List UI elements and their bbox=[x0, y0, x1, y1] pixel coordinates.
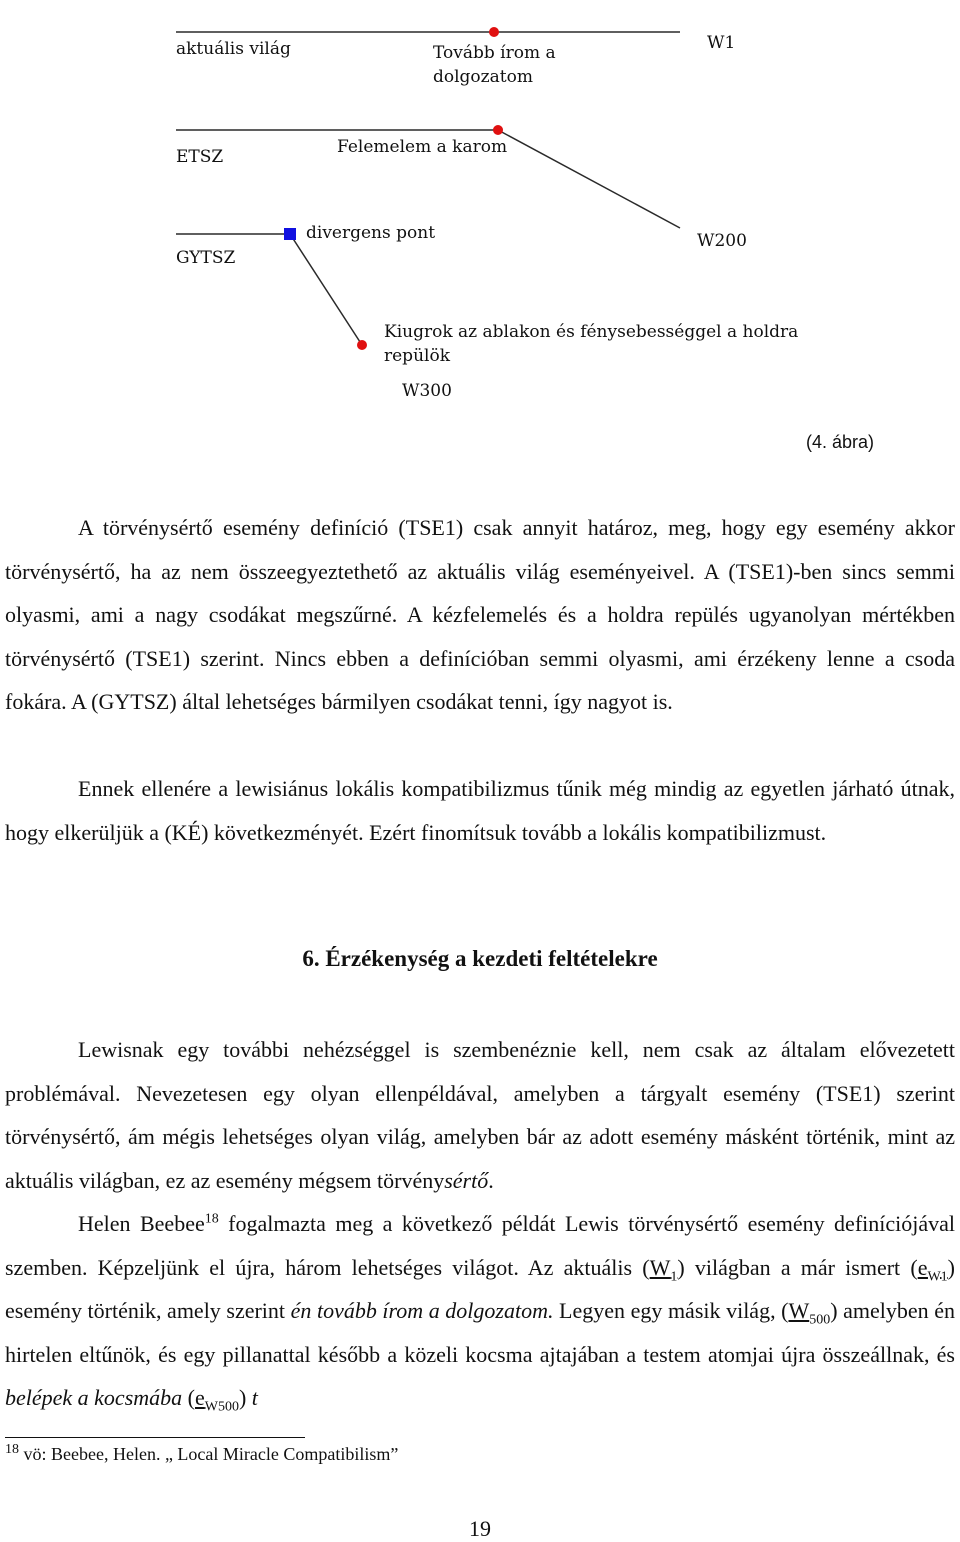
divergent-point-marker bbox=[284, 228, 296, 240]
p4-text-2: ) világban a már ismert ( bbox=[677, 1254, 918, 1280]
p1-sentence-5: A (GYTSZ) által lehetséges bármilyen csodákat tenni, így nagyot is. bbox=[70, 689, 673, 715]
label-etsz: ETSZ bbox=[176, 147, 224, 167]
p1-sentence-2: A (TSE1)-ben sincs semmi olyasmi, ami a nagy csodákat megszűrné. bbox=[5, 558, 955, 628]
section-heading: 6. Érzékenység a kezdeti feltételekre bbox=[302, 946, 658, 971]
world-w1 bbox=[649, 1254, 678, 1284]
label-divergent-point: divergens pont bbox=[306, 223, 436, 243]
p4-text-7: ) bbox=[238, 1385, 252, 1411]
p4-italic-1: én tovább írom a dolgozatom. bbox=[290, 1298, 554, 1324]
label-continue-writing-2: dolgozatom bbox=[433, 67, 533, 87]
paragraph-1 bbox=[5, 506, 955, 724]
p4-text-1: fogalmazta meg a következő példát Lewis törvénysértő esemény definíciójával szemben. Képzeljünk el újra, három lehetséges világot. Az aktuális ( bbox=[5, 1211, 955, 1280]
label-continue-writing-1: Tovább írom a bbox=[433, 43, 556, 63]
p4-author: Helen Beebee bbox=[78, 1211, 205, 1236]
label-jump-2: repülök bbox=[384, 346, 450, 366]
label-gytsz: GYTSZ bbox=[176, 248, 236, 268]
w500-subscript: 500 bbox=[809, 1312, 831, 1328]
p1-sentence-4: Nincs ebben a definícióban semmi olyasmi, ami érzékeny lenne a csoda fokára. bbox=[5, 645, 955, 715]
ew500-letter: e bbox=[194, 1385, 205, 1411]
jump-point bbox=[357, 340, 367, 350]
label-w200: W200 bbox=[697, 231, 747, 251]
paragraph-2: Ennek ellenére a lewisiánus lokális kompatibilizmus tűnik még mindig az egyetlen járható útnak, hogy elkerüljük a (KÉ) következményét. Ezért finomítsuk tovább a lokális kompatibilizmust. bbox=[5, 776, 955, 845]
w500-letter: W bbox=[788, 1298, 810, 1324]
event-ew500 bbox=[194, 1385, 239, 1415]
paragraph-4 bbox=[5, 1202, 955, 1420]
page-number: 19 bbox=[469, 1516, 491, 1541]
footnote-separator bbox=[5, 1437, 305, 1438]
raise-arm-point bbox=[493, 125, 503, 135]
p4-italic-3: t bbox=[251, 1385, 258, 1411]
ew1-subscript: W1 bbox=[927, 1268, 948, 1284]
world-w500 bbox=[788, 1298, 831, 1328]
p1-sentence-1: A törvénysértő esemény definíció (TSE1) csak annyit határoz, meg, hogy egy esemény akkor törvénysértő, ha az nem összeegyeztethető az aktuális világ eseményeivel. bbox=[5, 515, 955, 584]
p4-text-4: Legyen egy másik világ, ( bbox=[553, 1298, 789, 1324]
p4-text-6: ( bbox=[182, 1385, 195, 1411]
w200-branch bbox=[498, 130, 680, 228]
label-actual-world: aktuális világ bbox=[176, 39, 291, 59]
ew500-subscript: W500 bbox=[204, 1399, 239, 1415]
label-raise-arm: Felemelem a karom bbox=[337, 137, 508, 157]
p1-sentence-3: A kézfelemelés és a holdra repülés ugyanolyan mértékben törvénysértő (TSE1) szerint. bbox=[5, 602, 955, 671]
footnote-number: 18 bbox=[5, 1442, 19, 1457]
label-w300: W300 bbox=[402, 381, 452, 401]
w1-letter: W bbox=[649, 1254, 671, 1280]
footnote-18 bbox=[5, 1444, 398, 1465]
p3-italic: sértő bbox=[444, 1167, 489, 1193]
footnote-ref-18[interactable]: 18 bbox=[204, 1211, 219, 1227]
label-w1: W1 bbox=[707, 33, 736, 53]
p3-text: Lewisnak egy további nehézséggel is szembenéznie kell, nem csak az általam elővezetett problémával. Nevezetesen egy olyan ellenpéldával, amelyben a tárgyalt esemény (TSE1) szerint törvénysértő, ám mégis lehetséges olyan világ, amelyben bár az adott esemény másként történik, mint az aktuális világban, ez az esemény mégsem törvény bbox=[5, 1037, 955, 1193]
p3-end: . bbox=[488, 1167, 494, 1193]
w1-subscript: 1 bbox=[670, 1268, 678, 1284]
w300-branch bbox=[290, 234, 362, 345]
p4-text-5: ) amelyben én hirtelen eltűnök, és egy pillanattal később a közeli kocsma ajtajában a testem atomjai újra összeállnak, és bbox=[5, 1298, 955, 1367]
continue-writing-point bbox=[489, 27, 499, 37]
p4-text-3: ) esemény történik, amely szerint bbox=[5, 1254, 955, 1324]
p4-italic-2: belépek a kocsmába bbox=[5, 1385, 183, 1411]
figure-caption: (4. ábra) bbox=[805, 432, 874, 452]
branching-worlds-diagram bbox=[0, 0, 960, 420]
event-ew1 bbox=[917, 1254, 948, 1284]
footnote-text: vö: Beebee, Helen. „ Local Miracle Compatibilism” bbox=[19, 1444, 399, 1464]
label-jump-1: Kiugrok az ablakon és fénysebességgel a holdra bbox=[384, 322, 799, 342]
paragraph-3 bbox=[5, 1028, 955, 1202]
ew1-letter: e bbox=[917, 1254, 928, 1280]
